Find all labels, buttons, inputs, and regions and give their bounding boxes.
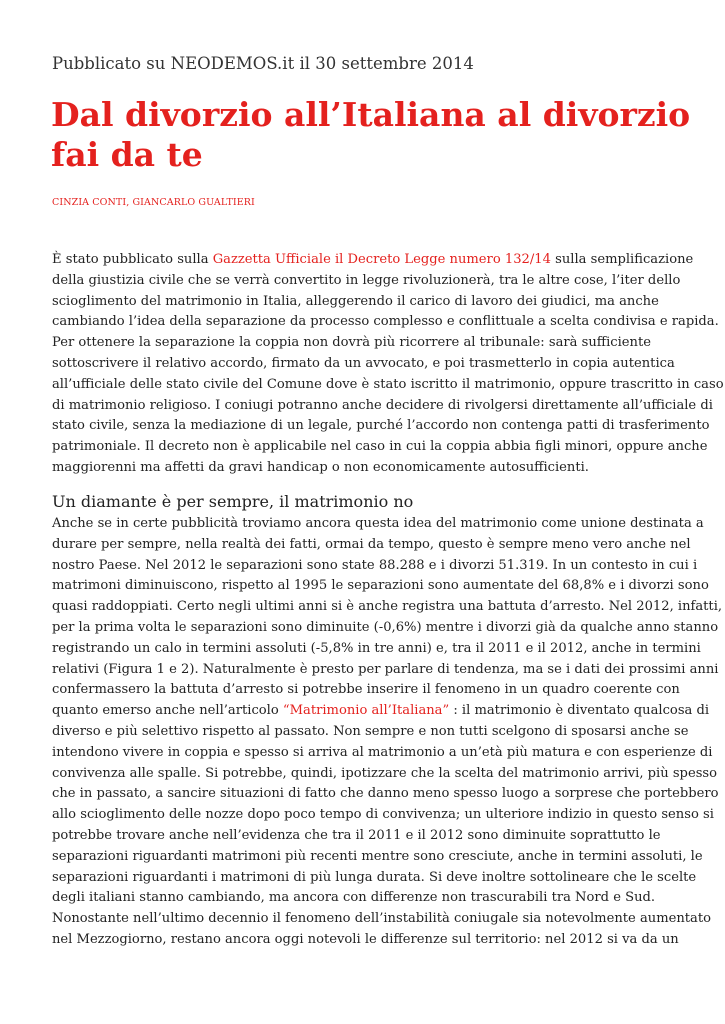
paragraph-line: separazioni riguardanti i matrimoni di più lunga durata. Si deve inoltre sottolineare che le scelte (52, 869, 697, 885)
section-heading: Un diamante è per sempre, il matrimonio no (52, 492, 414, 511)
article-authors: CINZIA CONTI, GIANCARLO GUALTIERI (52, 197, 255, 208)
paragraph-line: scioglimento del matrimonio in Italia, alleggerendo il carico di lavoro dei giudici, ma anche (52, 293, 659, 309)
text-run: quanto emerso anche nell’articolo (52, 703, 283, 719)
text-run: sulla semplificazione (550, 252, 694, 267)
paragraph-line: sottoscrivere il relativo accordo, firmato da un avvocato, e poi trasmetterlo in copia autentica (52, 355, 675, 371)
paragraph-line: degli italiani stanno cambiando, ma ancora con differenze non trascurabili tra Nord e Sud. (52, 890, 656, 906)
paragraph-line: di matrimonio religioso. I coniugi potranno anche decidere di rivolgersi direttamente all’ufficiale di (52, 397, 713, 413)
paragraph-line: all’ufficiale delle stato civile del Comune dove è stato iscritto il matrimonio, oppure trascritto in caso (52, 376, 724, 392)
paragraph-line: Anche se in certe pubblicità troviamo ancora questa idea del matrimonio come unione destinata a (52, 516, 704, 531)
text-run: : il matrimonio è diventato qualcosa di (449, 703, 710, 719)
paragraph-line: convivenza alle spalle. Si potrebbe, quindi, ipotizzare che la scelta del matrimonio arrivi, più spesso (52, 765, 718, 781)
paragraph-line: nel Mezzogiorno, restano ancora oggi notevoli le differenze sul territorio: nel 2012 si va da un (52, 931, 679, 947)
text-run: È stato pubblicato sulla (52, 252, 213, 267)
paragraph-line: nostro Paese. Nel 2012 le separazioni sono state 88.288 e i divorzi 51.319. In un contesto in cui i (52, 557, 698, 573)
paragraph-line: diverso e più selettivo rispetto al passato. Non sempre e non tutti scelgono di sposarsi anche se (52, 723, 689, 739)
paragraph-line: Nonostante nell’ultimo decennio il fenomeno dell’instabilità coniugale sia notevolmente aumentato (52, 911, 712, 927)
section-paragraph (52, 514, 723, 951)
paragraph-line: della giustizia civile che se verrà convertito in legge rivoluzionerà, tra le altre cose, l’iter dello (52, 272, 681, 288)
paragraph-line: stato civile, senza la mediazione di un legale, purché l’accordo non contenga patti di trasferimento (52, 418, 710, 434)
article-title: Dal divorzio all’Italiana al divorzio fai da te (51, 95, 691, 174)
publication-line: Pubblicato su NEODEMOS.it il 30 settembre 2014 (52, 54, 474, 73)
paragraph-line: quasi raddoppiati. Certo negli ultimi anni si è anche registra una battuta d’arresto. Nel 2012, infatti, (52, 599, 723, 615)
intro-paragraph (52, 250, 724, 479)
paragraph-line: cambiando l’idea della separazione da processo complesso e conflittuale a scelta condivisa e rapida. (52, 314, 719, 330)
paragraph-line: separazioni riguardanti matrimoni più recenti mentre sono cresciute, anche in termini assoluti, le (52, 848, 703, 864)
paragraph-line: Per ottenere la separazione la coppia non dovrà più ricorrere al tribunale: sarà sufficiente (52, 335, 651, 351)
paragraph-line: durare per sempre, nella realtà dei fatti, ormai da tempo, questo è sempre meno vero anche nel (52, 536, 691, 552)
paragraph-line: che in passato, a sancire situazioni di fatto che danno meno spesso luogo a sorprese che portebbero (52, 786, 719, 802)
paragraph-line: registrando un calo in termini assoluti (-5,8% in tre anni) e, tra il 2011 e il 2012, anche in termini (52, 640, 701, 656)
paragraph-line: confermassero la battuta d’arresto si potrebbe inserire il fenomeno in un quadro coerente con (52, 682, 680, 698)
paragraph-line (52, 250, 692, 271)
paragraph-line (52, 701, 710, 722)
paragraph-line: intendono vivere in coppia e spesso si arriva al matrimonio a un’età più matura e con esperienze di (52, 744, 713, 760)
paragraph-line: matrimoni diminuiscono, rispetto al 1995 le separazioni sono aumentate del 68,8% e i divorzi sono (52, 578, 709, 594)
paragraph-line: relativi (Figura 1 e 2). Naturalmente è presto per parlare di tendenza, ma se i dati dei prossimi anni (52, 661, 719, 677)
gazzetta-link[interactable]: Gazzetta Ufficiale il Decreto Legge numero 132/14 (212, 252, 551, 267)
paragraph-line: potrebbe trovare anche nell’evidenza che tra il 2011 e il 2012 sono diminuite soprattutto le (52, 827, 661, 843)
paragraph-line: patrimoniale. Il decreto non è applicabile nel caso in cui la coppia abbia figli minori, oppure anche (52, 439, 708, 455)
paragraph-line: allo scioglimento delle nozze dopo poco tempo di convivenza; un ulteriore indizio in questo senso si (52, 807, 714, 823)
matrimonio-article-link[interactable]: “Matrimonio all’Italiana” (282, 703, 450, 719)
paragraph-line: maggiorenni ma affetti da gravi handicap o non economicamente autosufficienti. (52, 459, 589, 475)
paragraph-line: per la prima volta le separazioni sono diminuite (-0,6%) mentre i divorzi già da qualche anno stanno (52, 619, 719, 635)
